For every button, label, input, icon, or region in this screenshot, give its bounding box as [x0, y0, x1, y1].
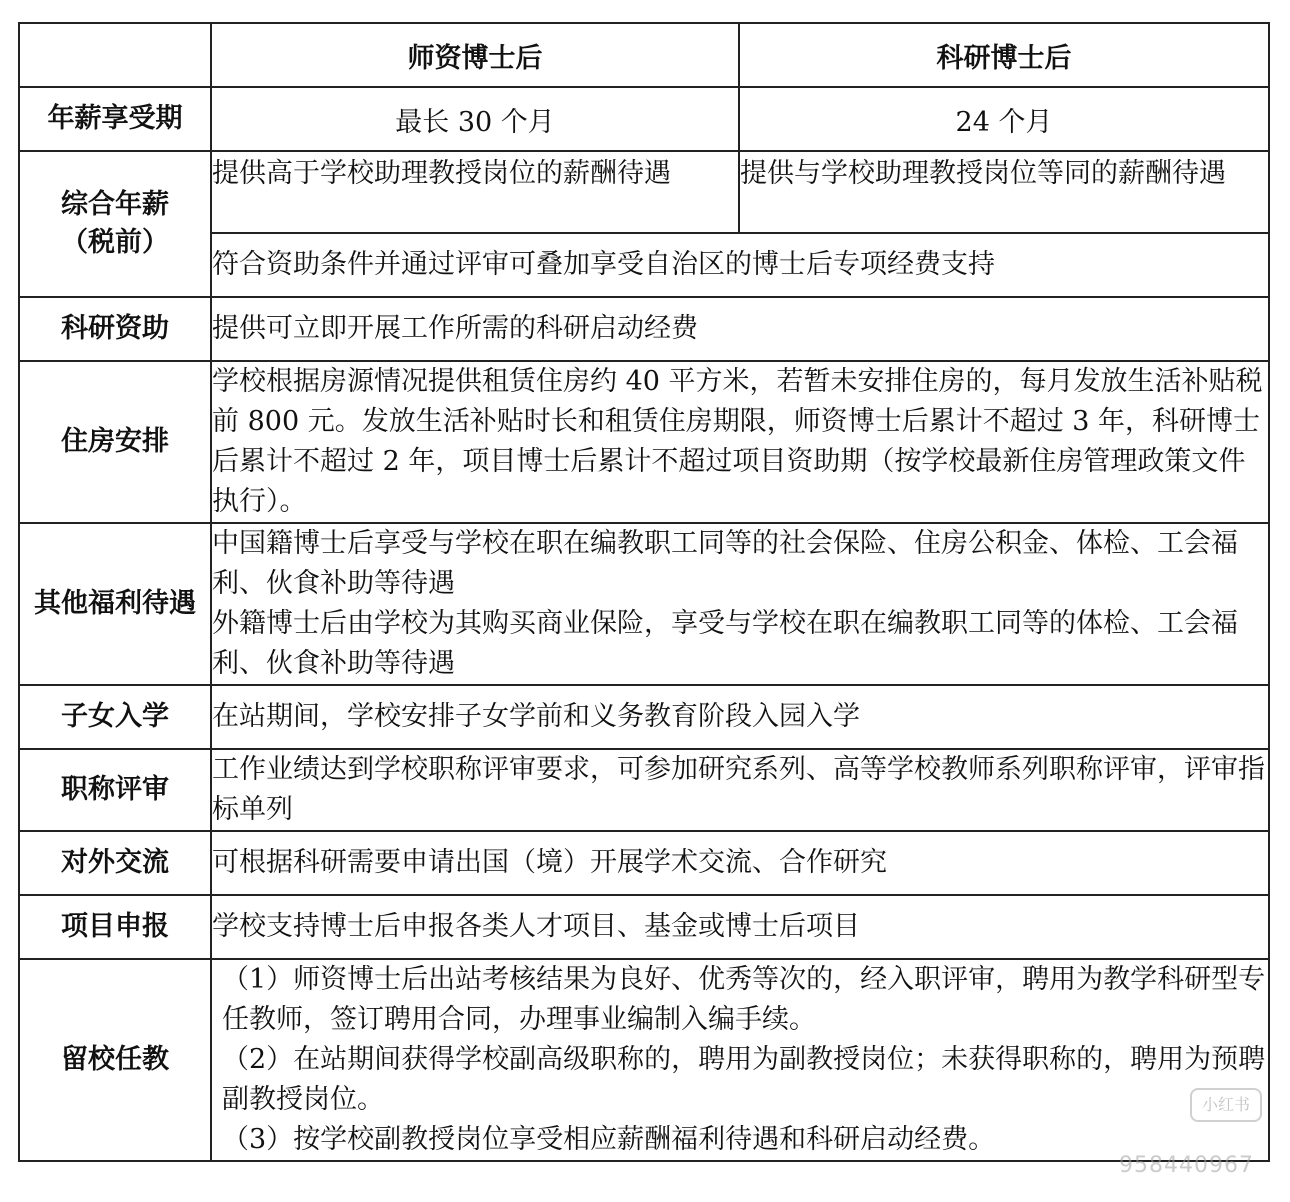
row-label: 年薪享受期	[19, 87, 211, 151]
row-projects	[19, 895, 1269, 959]
retention-value	[211, 959, 1269, 1161]
exchange-value: 可根据科研需要申请出国（境）开展学术交流、合作研究	[211, 831, 1269, 895]
welfare-foreign: 外籍博士后由学校为其购买商业保险，享受与学校在职在编教职工同等的体检、工会福利、伙食补助等待遇	[212, 608, 1238, 679]
row-label: 住房安排	[19, 361, 211, 523]
header-teacher-postdoc: 师资博士后	[211, 23, 739, 87]
row-salary	[19, 151, 1269, 233]
watermark-logo: 小红书	[1190, 1088, 1262, 1122]
salary-teacher-value: 提供高于学校助理教授岗位的薪酬待遇	[211, 151, 739, 233]
row-welfare	[19, 523, 1269, 685]
row-retention	[19, 959, 1269, 1161]
row-housing	[19, 361, 1269, 523]
row-exchange	[19, 831, 1269, 895]
children-value: 在站期间，学校安排子女学前和义务教育阶段入园入学	[211, 685, 1269, 749]
row-label: 留校任教	[19, 959, 211, 1161]
row-label: 科研资助	[19, 297, 211, 361]
housing-value: 学校根据房源情况提供租赁住房约 40 平方米，若暂未安排住房的，每月发放生活补贴税前 800 元。发放生活补贴时长和租赁住房期限，师资博士后累计不超过 3 年，科研博士后累计不超过 2 年，项目博士后累计不超过项目资助期（按学校最新住房管理政策文件执行）。	[211, 361, 1269, 523]
header-research-postdoc: 科研博士后	[739, 23, 1269, 87]
research-value: 提供可立即开展工作所需的科研启动经费	[211, 297, 1269, 361]
welfare-value	[211, 523, 1269, 685]
row-research	[19, 297, 1269, 361]
period-teacher-value: 最长 30 个月	[211, 87, 739, 151]
welfare-domestic: 中国籍博士后享受与学校在职在编教职工同等的社会保险、住房公积金、体检、工会福利、伙食补助等待遇	[212, 528, 1238, 599]
retention-item-1: （1）师资博士后出站考核结果为良好、优秀等次的，经入职评审，聘用为教学科研型专任教师，签订聘用合同，办理事业编制入编手续。	[222, 964, 1266, 1035]
retention-item-2: （2）在站期间获得学校副高级职称的，聘用为副教授岗位；未获得职称的，聘用为预聘副教授岗位。	[222, 1044, 1266, 1115]
row-label: 职称评审	[19, 749, 211, 831]
row-children	[19, 685, 1269, 749]
retention-item-3: （3）按学校副教授岗位享受相应薪酬福利待遇和科研启动经费。	[222, 1124, 996, 1155]
title-review-value: 工作业绩达到学校职称评审要求，可参加研究系列、高等学校教师系列职称评审，评审指标单列	[211, 749, 1269, 831]
row-label: 其他福利待遇	[19, 523, 211, 685]
header-empty-cell	[19, 23, 211, 87]
salary-shared-value: 符合资助条件并通过评审可叠加享受自治区的博士后专项经费支持	[211, 233, 1269, 297]
watermark-id: 958440967	[1119, 1153, 1254, 1178]
benefits-table	[18, 22, 1270, 1162]
period-research-value: 24 个月	[739, 87, 1269, 151]
row-label: 对外交流	[19, 831, 211, 895]
header-row	[19, 23, 1269, 87]
row-label: 子女入学	[19, 685, 211, 749]
projects-value: 学校支持博士后申报各类人才项目、基金或博士后项目	[211, 895, 1269, 959]
salary-research-value: 提供与学校助理教授岗位等同的薪酬待遇	[739, 151, 1269, 233]
row-title-review	[19, 749, 1269, 831]
row-label: 综合年薪（税前）	[19, 151, 211, 297]
row-label: 项目申报	[19, 895, 211, 959]
row-period	[19, 87, 1269, 151]
